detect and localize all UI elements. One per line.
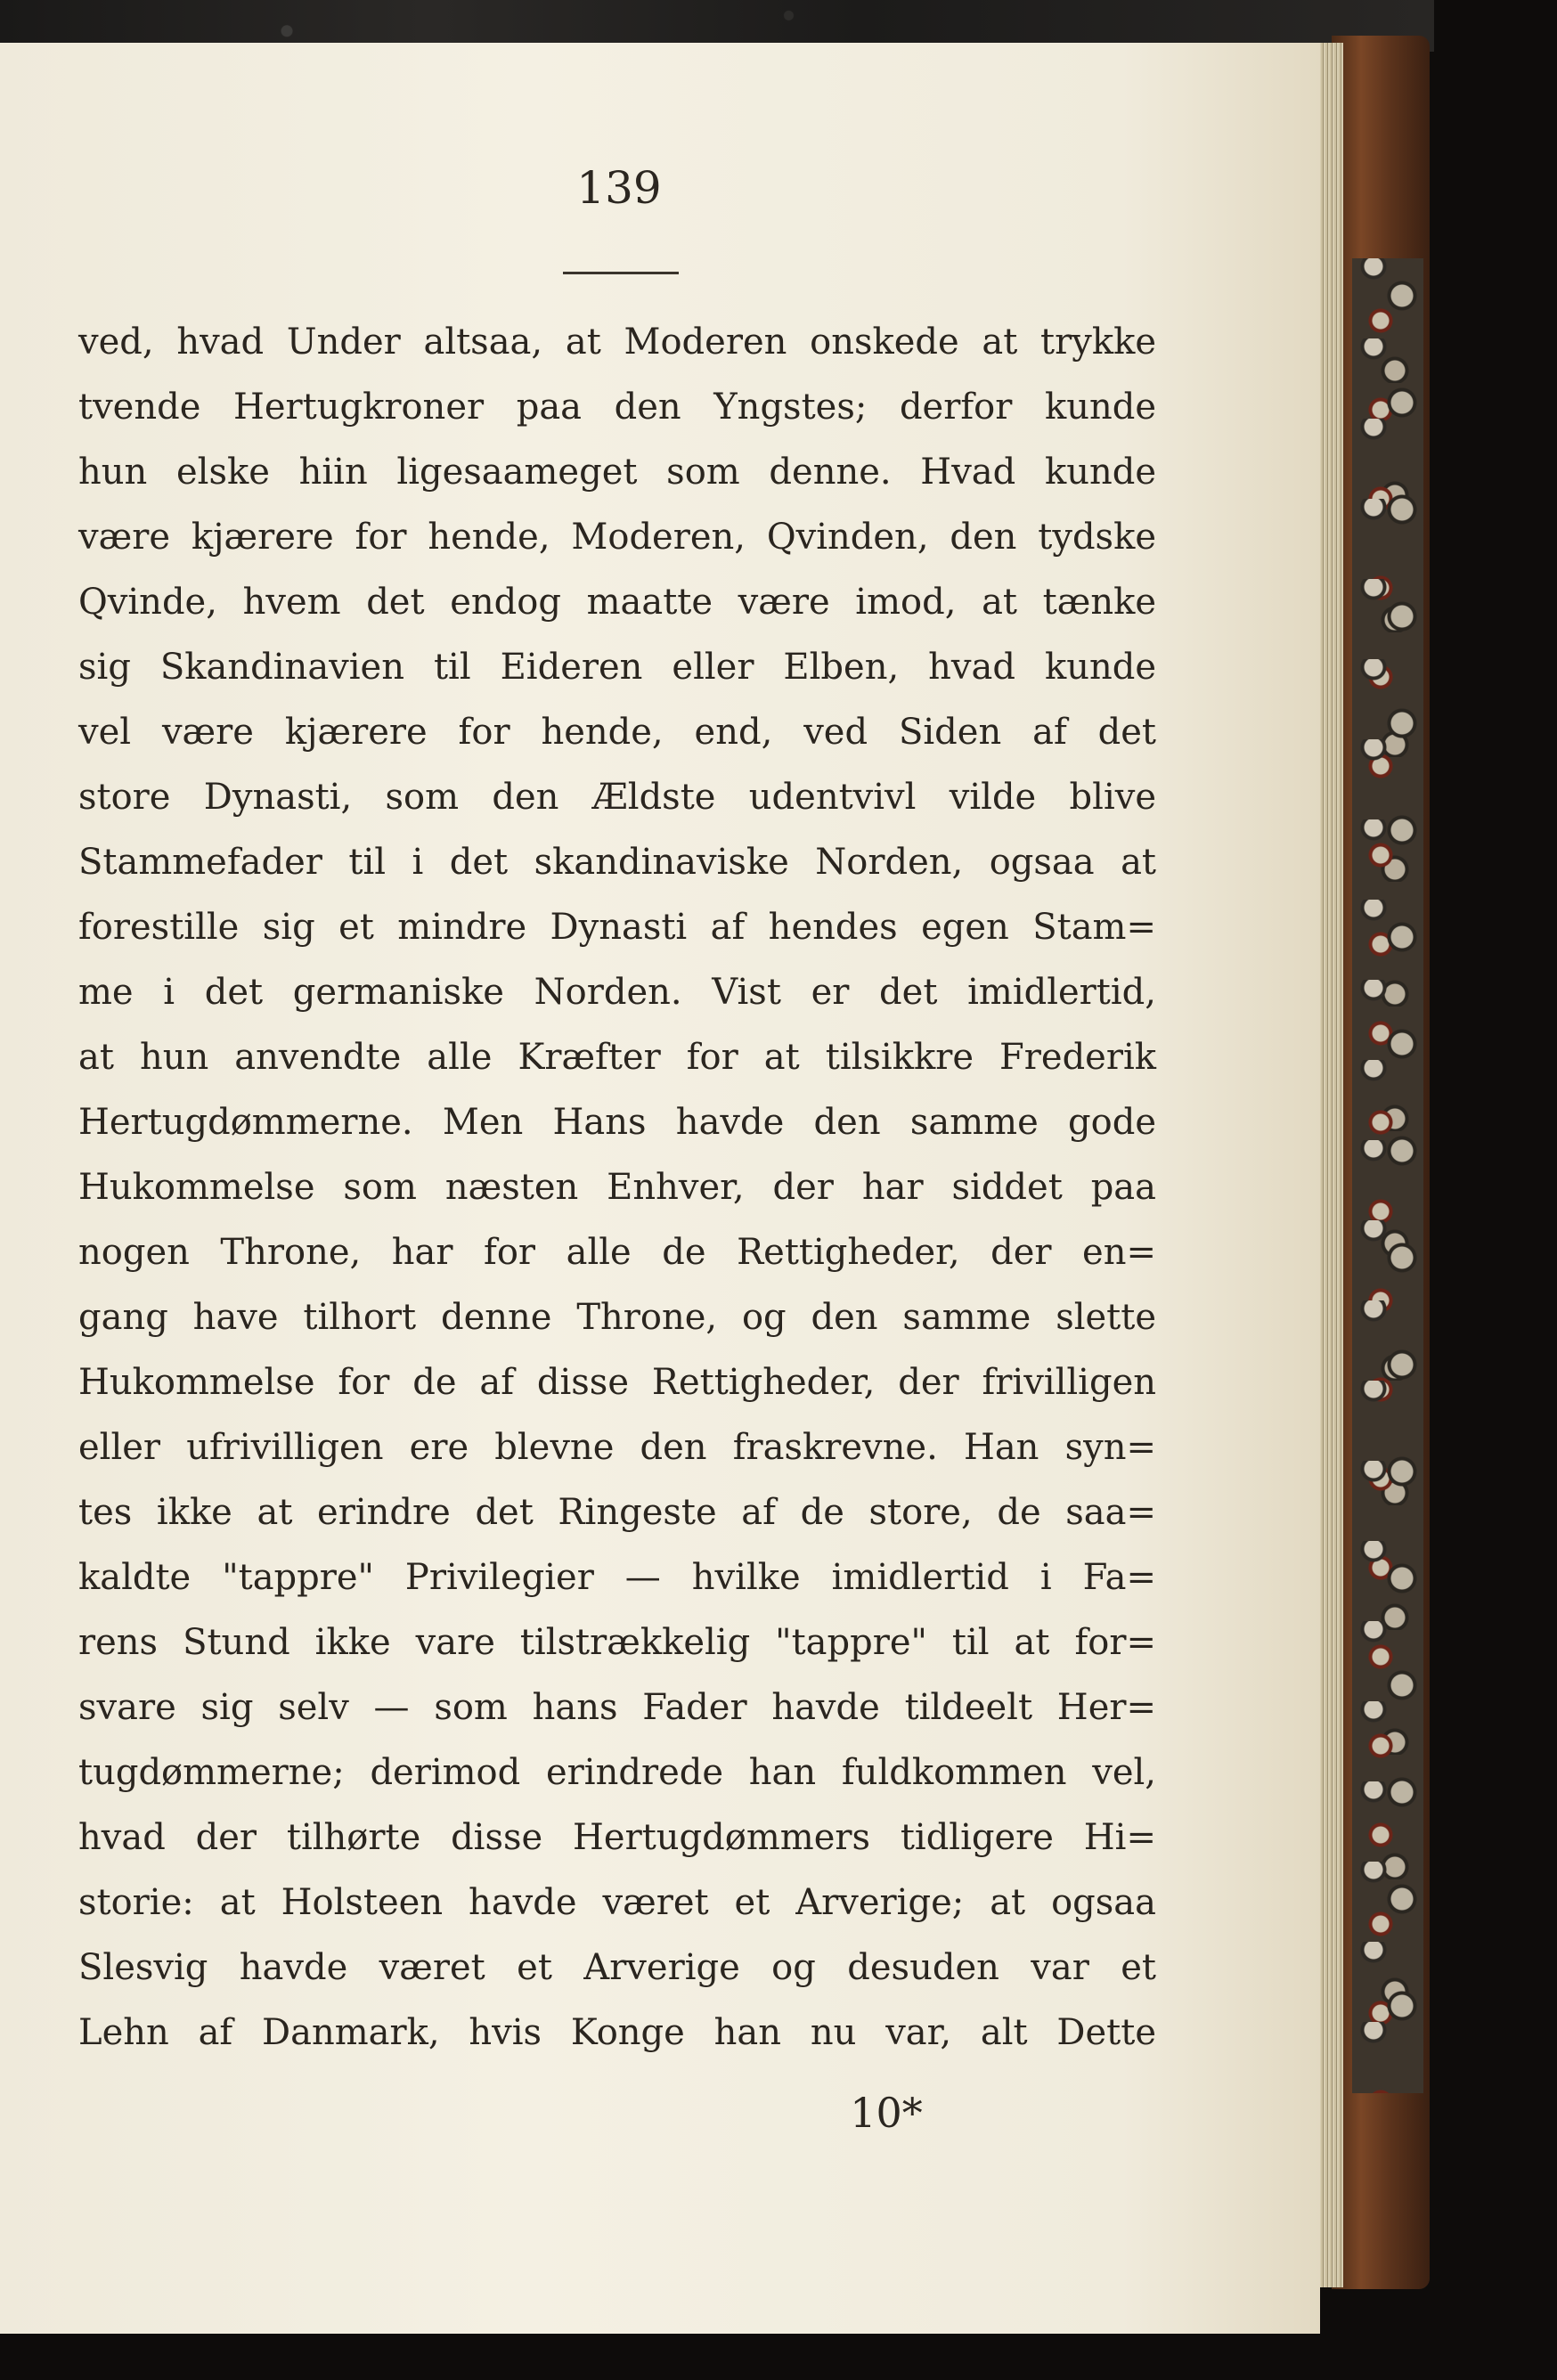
text-line: store Dynasti, som den Ældste udentvivl vilde blive <box>78 777 1156 818</box>
text-line: Hukommelse som næsten Enhver, der har siddet paa <box>78 1167 1156 1208</box>
text-line: tugdømmerne; derimod erindrede han fuldkommen vel, <box>78 1752 1156 1793</box>
text-line: me i det germaniske Norden. Vist er det imidlertid, <box>78 972 1156 1013</box>
page-number-rule <box>563 272 679 274</box>
text-line: Hukommelse for de af disse Rettigheder, der frivilligen <box>78 1362 1156 1403</box>
text-line: kaldte "tappre" Privilegier — hvilke imidlertid i Fa= <box>78 1557 1156 1598</box>
text-line: Lehn af Danmark, hvis Konge han nu var, alt Dette <box>78 2012 1156 2053</box>
body-text <box>78 310 1156 2066</box>
text-line: Slesvig havde været et Arverige og desuden var et <box>78 1947 1156 1988</box>
text-line: Hertugdømmerne. Men Hans havde den samme gode <box>78 1102 1156 1143</box>
marbled-endpaper <box>1352 258 1423 2093</box>
page-edges <box>1317 43 1343 2287</box>
text-line: nogen Throne, har for alle de Rettigheder, der en= <box>78 1232 1156 1273</box>
text-line: Qvinde, hvem det endog maatte være imod, at tænke <box>78 582 1156 623</box>
text-line: hun elske hiin ligesaameget som denne. Hvad kunde <box>78 452 1156 493</box>
text-line: eller ufrivilligen ere blevne den fraskrevne. Han syn= <box>78 1427 1156 1468</box>
text-line: være kjærere for hende, Moderen, Qvinden, den tydske <box>78 517 1156 558</box>
text-line: sig Skandinavien til Eideren eller Elben, hvad kunde <box>78 647 1156 688</box>
text-line: at hun anvendte alle Kræfter for at tilsikkre Frederik <box>78 1037 1156 1078</box>
text-line: Stammefader til i det skandinaviske Norden, ogsaa at <box>78 842 1156 883</box>
text-line: storie: at Holsteen havde været et Arverige; at ogsaa <box>78 1882 1156 1923</box>
text-line: svare sig selv — som hans Fader havde tildeelt Her= <box>78 1687 1156 1728</box>
text-line: vel være kjærere for hende, end, ved Siden af det <box>78 712 1156 753</box>
text-line: forestille sig et mindre Dynasti af hendes egen Stam= <box>78 907 1156 948</box>
text-line: tes ikke at erindre det Ringeste af de store, de saa= <box>78 1492 1156 1533</box>
text-line: tvende Hertugkroner paa den Yngstes; derfor kunde <box>78 387 1156 428</box>
text-line: rens Stund ikke vare tilstrækkelig "tappre" til at for= <box>78 1622 1156 1663</box>
signature-mark: 10* <box>850 2089 923 2137</box>
page-number: 139 <box>576 162 662 214</box>
text-line: gang have tilhort denne Throne, og den samme slette <box>78 1297 1156 1338</box>
text-line: hvad der tilhørte disse Hertugdømmers tidligere Hi= <box>78 1817 1156 1858</box>
text-line: ved, hvad Under altsaa, at Moderen onskede at trykke <box>78 322 1156 363</box>
